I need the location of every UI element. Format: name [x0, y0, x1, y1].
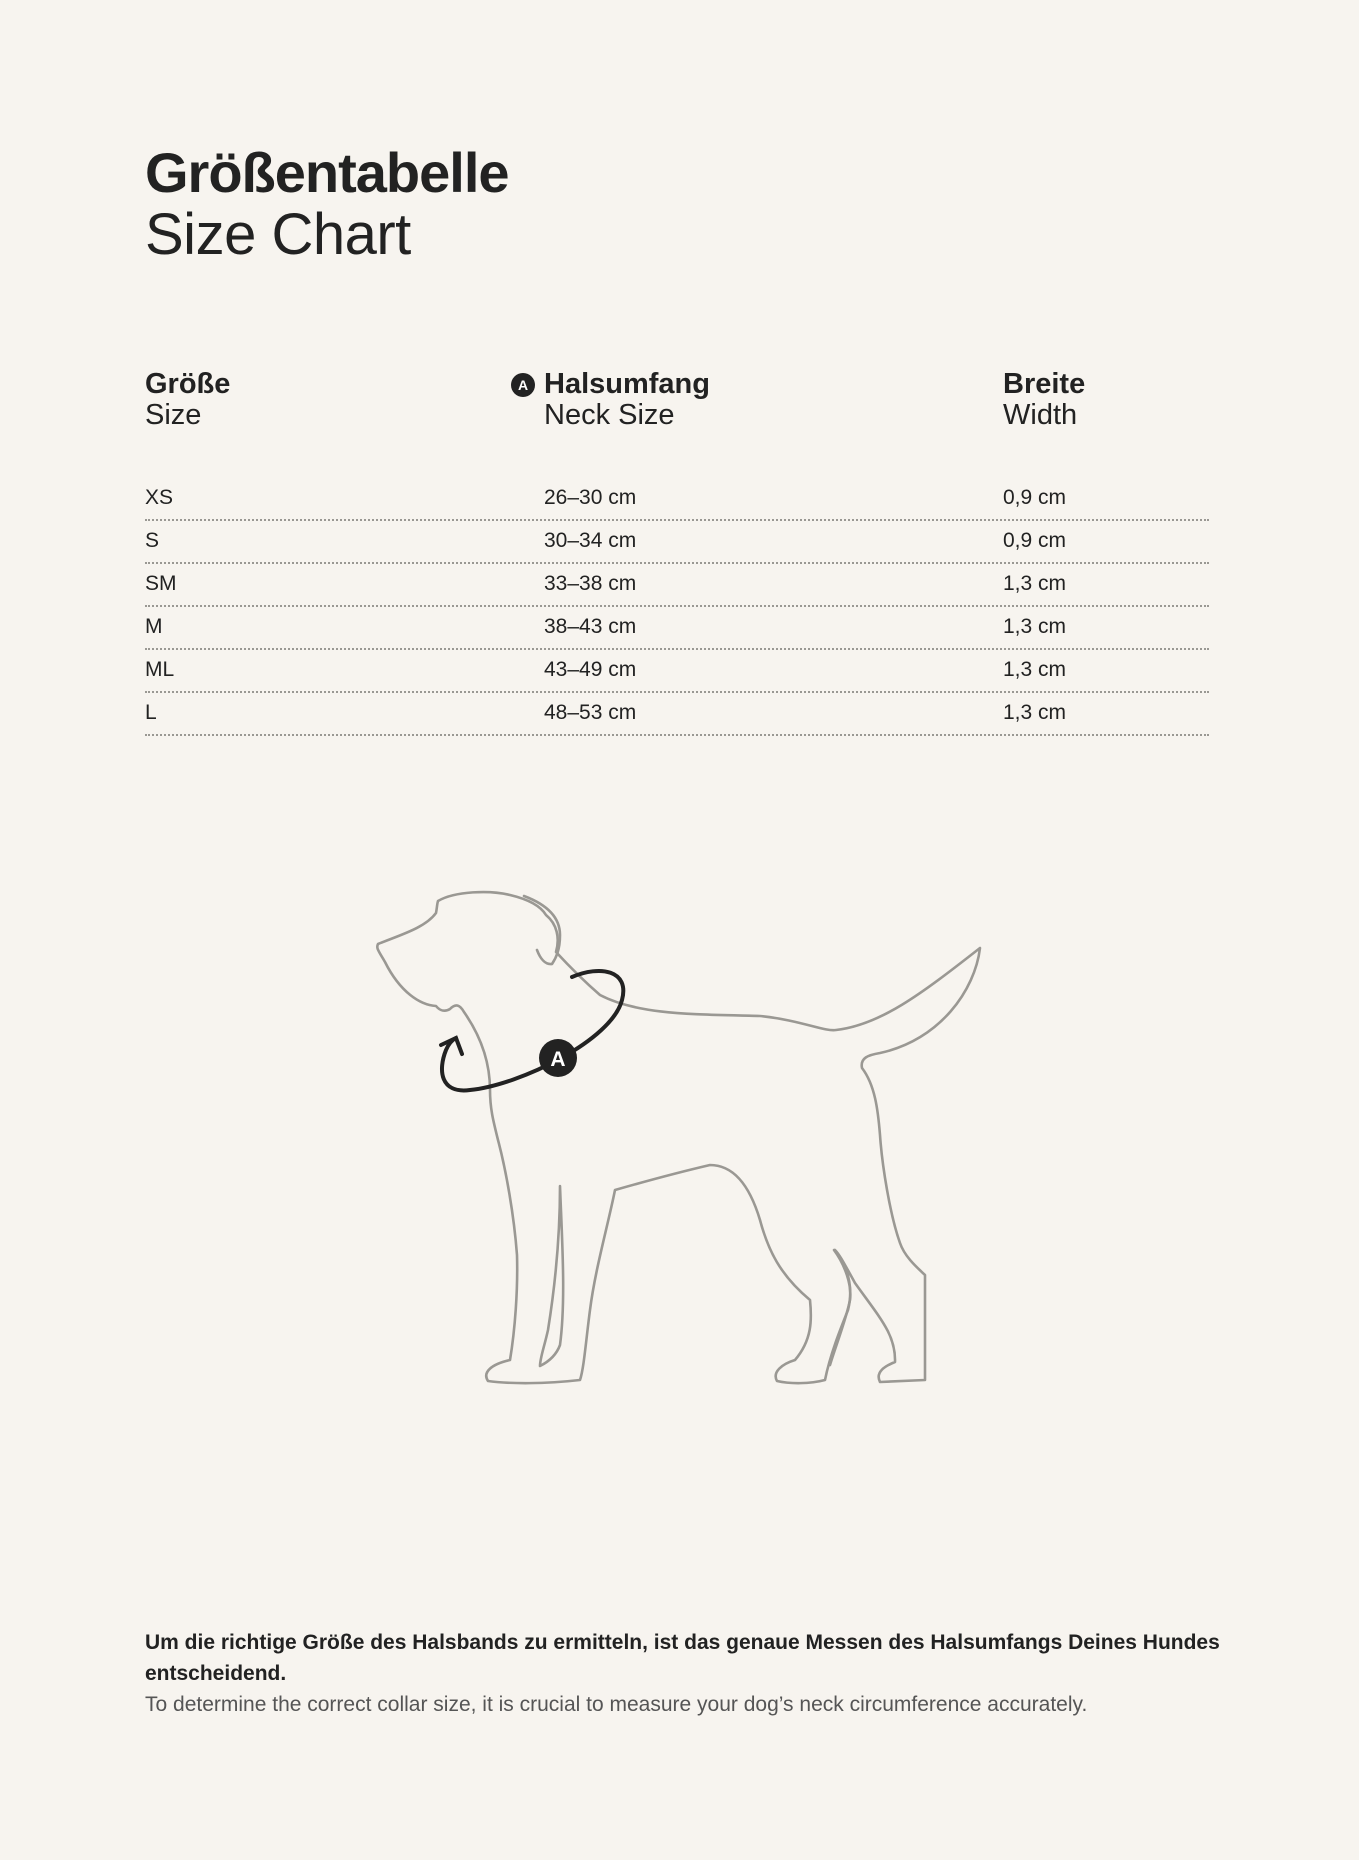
- width-cell: 0,9 cm: [1003, 529, 1067, 552]
- collar-measure-arrow: [442, 971, 623, 1090]
- table-row: [145, 521, 1209, 564]
- neck-size-cell: 33–38 cm: [544, 572, 637, 595]
- neck-size-cell: 26–30 cm: [544, 486, 637, 509]
- table-row: [145, 564, 1209, 607]
- dog-far-front-leg: [540, 1186, 563, 1366]
- column-header-size-en: Size: [145, 399, 202, 431]
- column-header-neck-de: Halsumfang: [544, 368, 710, 400]
- column-header-width: [1003, 369, 1085, 431]
- size-cell: L: [145, 701, 157, 724]
- neck-size-cell: 43–49 cm: [544, 658, 637, 681]
- table-row: [145, 478, 1209, 521]
- page-title-de: Größentabelle: [145, 141, 509, 204]
- page-title-en: Size Chart: [145, 202, 411, 267]
- measurement-note-en: To determine the correct collar size, it is crucial to measure your dog’s neck circumference accurately.: [145, 1693, 1088, 1716]
- column-header-width-en: Width: [1003, 399, 1078, 431]
- table-row: [145, 693, 1209, 736]
- neck-size-cell: 48–53 cm: [544, 701, 637, 724]
- width-cell: 1,3 cm: [1003, 572, 1067, 595]
- size-cell: S: [145, 529, 160, 552]
- size-cell: M: [145, 615, 163, 638]
- size-cell: XS: [145, 486, 174, 509]
- width-cell: 1,3 cm: [1003, 658, 1067, 681]
- width-cell: 1,3 cm: [1003, 701, 1067, 724]
- neck-marker-badge: A: [511, 373, 535, 397]
- size-cell: SM: [145, 572, 177, 595]
- size-table: [145, 478, 1209, 736]
- column-header-neck-en: Neck Size: [544, 399, 675, 431]
- measurement-note-de: Um die richtige Größe des Halsbands zu ermitteln, ist das genaue Messen des Halsumfangs Deines Hundes entscheidend.: [145, 1631, 1220, 1685]
- dog-body-outline: [377, 892, 980, 1383]
- width-cell: 0,9 cm: [1003, 486, 1067, 509]
- table-row: [145, 607, 1209, 650]
- collar-marker-badge: [539, 1039, 577, 1077]
- dog-ear: [524, 896, 560, 964]
- table-row: [145, 650, 1209, 693]
- column-header-width-de: Breite: [1003, 368, 1086, 400]
- size-cell: ML: [145, 658, 175, 681]
- measurement-note: [145, 1627, 1235, 1720]
- column-header-size: [145, 369, 230, 431]
- collar-marker-label: A: [550, 1048, 566, 1071]
- column-header-neck: [544, 369, 710, 431]
- width-cell: 1,3 cm: [1003, 615, 1067, 638]
- dog-outline-icon: [340, 880, 1020, 1400]
- neck-size-cell: 38–43 cm: [544, 615, 637, 638]
- page-title: [145, 142, 509, 266]
- column-header-size-de: Größe: [145, 368, 231, 400]
- neck-size-cell: 30–34 cm: [544, 529, 637, 552]
